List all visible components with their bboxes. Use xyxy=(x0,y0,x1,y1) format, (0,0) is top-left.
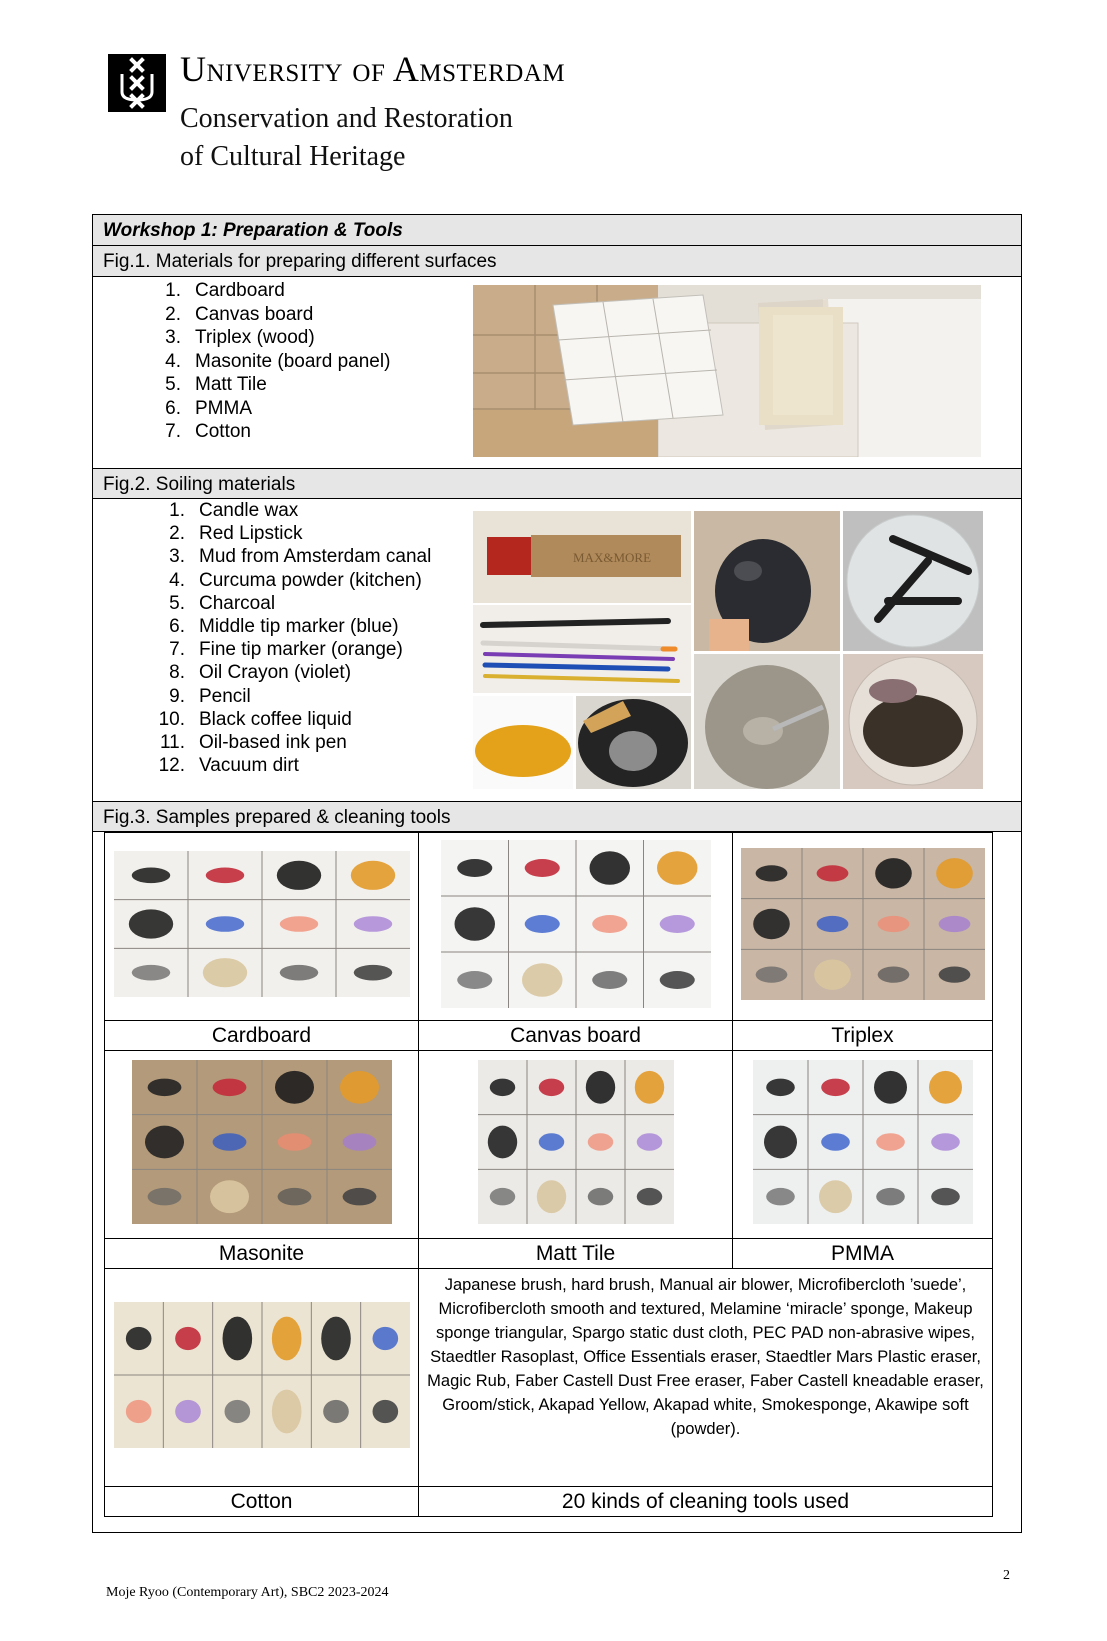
soiling-swatch xyxy=(876,1188,905,1205)
list-item-label: Pencil xyxy=(199,685,251,707)
list-number: 8. xyxy=(169,662,185,684)
list-item-label: Canvas board xyxy=(195,303,314,325)
soiling-swatch xyxy=(342,1188,376,1205)
soiling-swatch xyxy=(212,1079,246,1096)
soiling-swatch xyxy=(210,1180,249,1213)
soiling-swatch xyxy=(353,965,391,981)
label-matt-tile: Matt Tile xyxy=(419,1239,733,1269)
soiling-swatch xyxy=(636,1188,661,1205)
soiling-swatch xyxy=(454,907,495,941)
list-number: 7. xyxy=(169,639,185,661)
list-item-label: Triplex (wood) xyxy=(195,327,315,348)
soiling-swatch xyxy=(931,1133,960,1150)
soiling-swatch xyxy=(277,1133,311,1150)
label-pmma: PMMA xyxy=(733,1239,993,1269)
soiling-swatch xyxy=(816,916,848,932)
fig1-surfaces-photo xyxy=(473,285,981,457)
soiling-swatch xyxy=(205,916,243,932)
soiling-swatch xyxy=(634,1071,663,1104)
soiling-swatch xyxy=(819,1180,852,1213)
fig2-soiling-item xyxy=(145,499,431,522)
soiling-swatch xyxy=(755,865,787,881)
soiling-swatch xyxy=(589,851,630,885)
list-number: 5. xyxy=(165,374,181,395)
soiling-swatch xyxy=(487,1126,516,1159)
list-item-label: Cotton xyxy=(195,421,251,442)
soiling-swatch xyxy=(929,1071,962,1104)
soiling-swatch xyxy=(205,868,243,884)
sample-triplex-cell xyxy=(733,833,993,1021)
soiling-swatch xyxy=(340,1071,379,1104)
list-number: 2. xyxy=(165,303,181,325)
soiling-swatch xyxy=(125,1400,151,1423)
soiling-swatch xyxy=(538,1079,563,1096)
cleaning-tools-list: Japanese brush, hard brush, Manual air blower, Microfibercloth ’suede’, Microfibercloth smooth and textured, Melamine ‘miracle’ sponge, Makeup sponge triangular, Spargo static dust cloth, PEC PAD non-abrasive wipes, Staedtler Rasoplast, Office Essentials eraser, Staedtler Mars Plastic eraser, Magic Rub, Faber Castell Dust Free eraser, Faber Castell kneadable eraser, Groom/stick, Akapad Yellow, Akapad white, Smokesponge, Akawipe soft (powder). xyxy=(419,1269,993,1487)
soiling-swatch xyxy=(816,865,848,881)
soiling-swatch xyxy=(321,1317,351,1361)
list-number: 12. xyxy=(158,755,185,777)
soiling-swatch xyxy=(877,967,909,983)
fig1-material-item xyxy=(145,279,390,303)
department-line-1: Conservation and Restoration xyxy=(180,103,513,134)
soiling-swatch xyxy=(536,1180,565,1213)
sample-masonite-photo xyxy=(132,1060,392,1224)
list-number: 3. xyxy=(165,327,181,348)
sample-matt-tile-cell xyxy=(419,1051,733,1239)
soiling-swatch xyxy=(489,1079,514,1096)
soiling-swatch xyxy=(131,965,169,981)
list-number: 7. xyxy=(165,421,181,442)
department-line-2: of Cultural Heritage xyxy=(180,141,406,172)
footer-author: Moje Ryoo (Contemporary Art), SBC2 2023-2024 xyxy=(106,1585,389,1600)
list-item-label: Fine tip marker (orange) xyxy=(199,639,403,661)
soiling-swatch xyxy=(271,1390,301,1434)
list-item-label: Matt Tile xyxy=(195,374,267,395)
list-item-label: Masonite (board panel) xyxy=(195,350,391,372)
soiling-swatch xyxy=(538,1133,563,1150)
soiling-swatch xyxy=(279,916,317,932)
soiling-swatch xyxy=(659,971,694,989)
list-number: 11. xyxy=(159,731,185,753)
label-triplex: Triplex xyxy=(733,1021,993,1051)
soiling-swatch xyxy=(277,1188,311,1205)
list-item-label: Cardboard xyxy=(195,280,285,301)
soiling-swatch xyxy=(212,1133,246,1150)
fig1-material-item xyxy=(145,350,390,374)
sample-masonite-cell xyxy=(105,1051,419,1239)
soiling-swatch xyxy=(279,965,317,981)
fig2-soiling-photos xyxy=(473,511,983,789)
fig2-soiling-item xyxy=(145,638,431,661)
list-number: 10. xyxy=(158,708,185,730)
page-number: 2 xyxy=(1003,1568,1010,1583)
soiling-swatch xyxy=(175,1400,201,1423)
soiling-swatch xyxy=(877,916,909,932)
soiling-swatch xyxy=(876,1133,905,1150)
soiling-swatch xyxy=(457,971,492,989)
soiling-swatch xyxy=(587,1133,612,1150)
sample-cardboard-photo xyxy=(114,851,410,997)
fig2-title: Fig.2. Soiling materials xyxy=(93,468,1021,499)
soiling-swatch xyxy=(489,1188,514,1205)
fig3-section xyxy=(93,832,1021,1532)
soiling-swatch xyxy=(275,1071,314,1104)
soiling-swatch xyxy=(350,861,394,890)
soiling-swatch xyxy=(587,1188,612,1205)
list-number: 9. xyxy=(169,685,185,707)
fig3-title: Fig.3. Samples prepared & cleaning tools xyxy=(93,801,1021,832)
list-item-label: Black coffee liquid xyxy=(199,708,352,730)
soiling-swatch xyxy=(372,1327,398,1350)
list-number: 5. xyxy=(169,592,185,614)
fig2-soiling-item xyxy=(145,708,431,731)
label-masonite: Masonite xyxy=(105,1239,419,1269)
list-item-label: Oil-based ink pen xyxy=(199,731,347,753)
soiling-swatch xyxy=(522,963,563,997)
soiling-swatch xyxy=(524,859,559,877)
soiling-swatch xyxy=(938,916,970,932)
fig2-section xyxy=(93,499,1021,801)
sample-triplex-photo xyxy=(741,848,985,1000)
fig1-material-item xyxy=(145,373,390,397)
soiling-swatch xyxy=(128,909,172,938)
list-item-label: Middle tip marker (blue) xyxy=(199,615,399,637)
soiling-swatch xyxy=(766,1079,795,1096)
soiling-swatch xyxy=(755,967,787,983)
soiling-swatch xyxy=(931,1188,960,1205)
soiling-swatch xyxy=(821,1079,850,1096)
fig2-soiling-list xyxy=(145,499,431,777)
soiling-swatch xyxy=(224,1400,250,1423)
label-cleaning-tools: 20 kinds of cleaning tools used xyxy=(419,1487,993,1517)
fig1-material-item xyxy=(145,303,390,327)
soiling-swatch xyxy=(585,1071,614,1104)
list-item-label: Curcuma powder (kitchen) xyxy=(199,569,422,591)
soiling-swatch xyxy=(659,915,694,933)
sample-matt-tile-photo xyxy=(478,1060,674,1224)
fig2-soiling-item xyxy=(145,592,431,615)
soiling-swatch xyxy=(175,1327,201,1350)
soiling-swatch xyxy=(766,1188,795,1205)
list-number: 1. xyxy=(165,280,181,301)
list-number: 1. xyxy=(169,500,185,521)
soiling-swatch xyxy=(323,1400,349,1423)
soiling-swatch xyxy=(936,858,973,888)
soiling-swatch xyxy=(147,1188,181,1205)
soiling-swatch xyxy=(145,1126,184,1159)
soiling-swatch xyxy=(372,1400,398,1423)
fig1-section xyxy=(93,277,1021,468)
soiling-swatch xyxy=(874,1071,907,1104)
list-item-label: Vacuum dirt xyxy=(199,755,299,777)
list-number: 3. xyxy=(169,546,185,568)
fig2-soiling-item xyxy=(145,545,431,568)
soiling-swatch xyxy=(271,1317,301,1361)
soiling-swatch xyxy=(875,858,912,888)
lipstick-brand-label: MAX&MORE xyxy=(573,550,652,565)
fig2-soiling-item xyxy=(145,685,431,708)
soiling-swatch xyxy=(342,1133,376,1150)
fig1-material-item xyxy=(145,397,390,421)
list-number: 4. xyxy=(169,569,185,591)
samples-table xyxy=(104,832,993,1517)
list-item-label: PMMA xyxy=(195,397,252,419)
workshop-table xyxy=(92,214,1022,1533)
soiling-swatch xyxy=(636,1133,661,1150)
soiling-swatch xyxy=(753,909,790,939)
list-number: 6. xyxy=(165,397,181,419)
label-cotton: Cotton xyxy=(105,1487,419,1517)
fig2-soiling-item xyxy=(145,661,431,684)
university-name: University of Amsterdam xyxy=(180,49,566,89)
sample-pmma-cell xyxy=(733,1051,993,1239)
workshop-title: Workshop 1: Preparation & Tools xyxy=(93,215,1021,246)
fig1-title: Fig.1. Materials for preparing different surfaces xyxy=(93,246,1021,277)
soiling-swatch xyxy=(222,1317,252,1361)
uva-crosses-icon xyxy=(108,54,166,112)
soiling-swatch xyxy=(938,967,970,983)
soiling-swatch xyxy=(457,859,492,877)
soiling-swatch xyxy=(131,868,169,884)
fig1-material-item xyxy=(145,326,390,350)
soiling-swatch xyxy=(592,915,627,933)
fig2-soiling-item xyxy=(145,569,431,592)
sample-pmma-photo xyxy=(753,1060,973,1224)
soiling-swatch xyxy=(592,971,627,989)
uva-logo xyxy=(108,54,166,112)
list-number: 6. xyxy=(169,615,185,637)
soiling-swatch xyxy=(657,851,698,885)
fig2-soiling-item xyxy=(145,615,431,638)
fig1-material-item xyxy=(145,420,390,444)
label-canvas-board: Canvas board xyxy=(419,1021,733,1051)
list-item-label: Red Lipstick xyxy=(199,523,303,545)
soiling-swatch xyxy=(821,1133,850,1150)
list-item-label: Candle wax xyxy=(199,500,299,521)
list-item-label: Oil Crayon (violet) xyxy=(199,662,352,684)
list-item-label: Charcoal xyxy=(199,592,276,614)
sample-canvas-cell xyxy=(419,833,733,1021)
soiling-swatch xyxy=(524,915,559,933)
soiling-swatch xyxy=(125,1327,151,1350)
soiling-swatch xyxy=(202,958,246,987)
sample-cardboard-cell xyxy=(105,833,419,1021)
sample-cotton-photo xyxy=(114,1302,410,1448)
fig2-soiling-item xyxy=(145,754,431,777)
soiling-swatch xyxy=(353,916,391,932)
department-name xyxy=(180,100,513,176)
fig1-materials-list xyxy=(145,279,390,444)
soiling-swatch xyxy=(276,861,320,890)
sample-canvas-board-photo xyxy=(441,840,711,1008)
fig2-soiling-item xyxy=(145,731,431,754)
label-cardboard: Cardboard xyxy=(105,1021,419,1051)
list-number: 2. xyxy=(169,523,185,545)
sample-cotton-cell xyxy=(105,1269,419,1487)
soiling-swatch xyxy=(814,959,851,989)
fig2-soiling-item xyxy=(145,522,431,545)
list-item-label: Mud from Amsterdam canal xyxy=(199,546,432,568)
soiling-swatch xyxy=(764,1126,797,1159)
soiling-swatch xyxy=(147,1079,181,1096)
list-number: 4. xyxy=(165,350,181,372)
